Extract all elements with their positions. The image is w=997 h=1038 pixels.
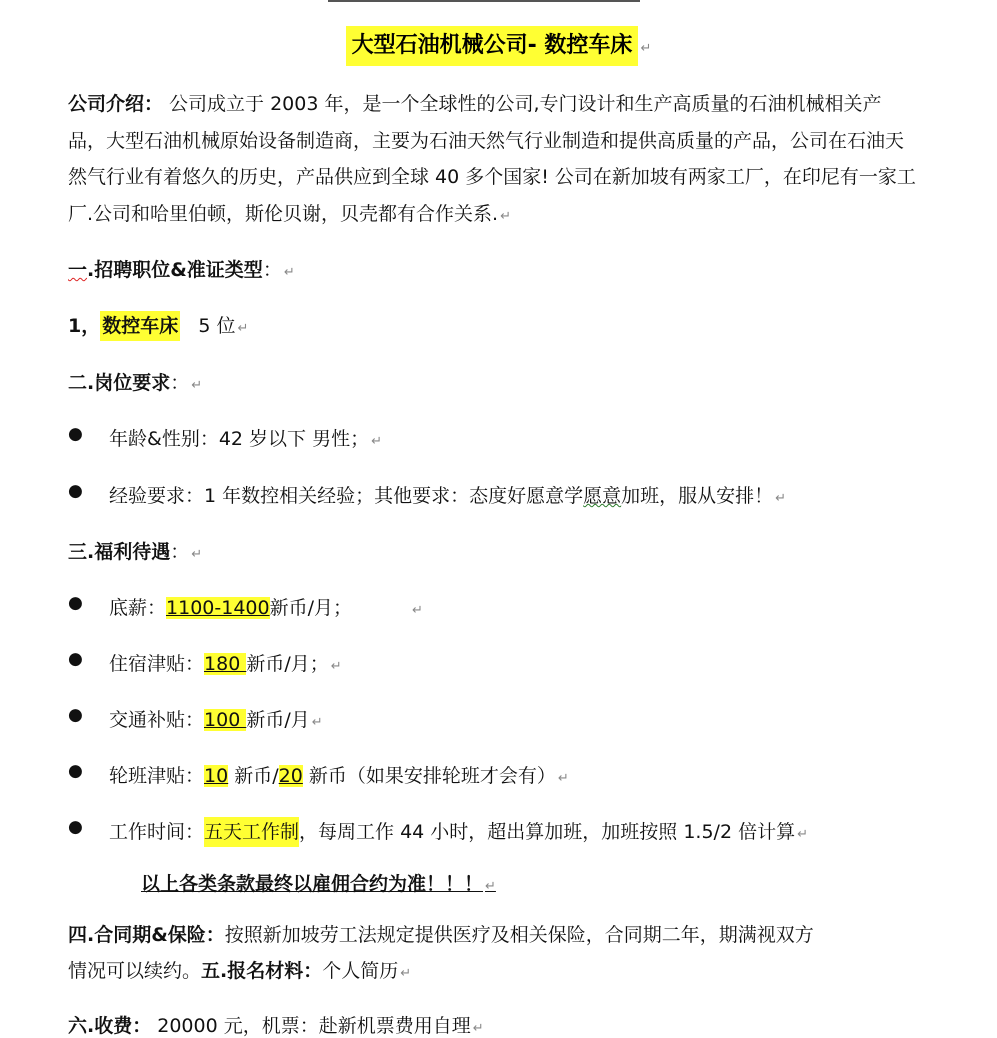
paragraph-mark-icon: ↵ [237, 321, 249, 336]
paragraph-mark-icon: ↵ [330, 659, 342, 674]
benefit-housing-value: 180 [204, 653, 247, 675]
section-4-title: 四.合同期&保险： [68, 924, 225, 946]
bullet-icon: ● [68, 424, 83, 444]
position-index: 1， [68, 315, 101, 337]
paragraph-mark-icon: ↵ [191, 378, 203, 393]
section-2-heading [68, 368, 202, 395]
bullet-icon: ● [68, 593, 83, 613]
benefit-transport-label: 交通补贴： [109, 709, 205, 731]
paragraph-mark-icon: ↵ [311, 715, 323, 730]
section-5-title: 五.报名材料： [201, 960, 323, 982]
benefit-housing-label: 住宿津贴： [109, 653, 205, 675]
section-1-number: 一 [68, 259, 88, 281]
requirement-experience-end: 加班，服从安排！ [621, 485, 774, 507]
bullet-icon: ● [68, 649, 83, 669]
benefit-worktime-rest: ，每周工作 44 小时，超出算加班，加班按照 1.5/2 倍计算 [299, 821, 796, 843]
section-4-text-cont: 情况可以续约。 [68, 960, 202, 982]
benefit-base-unit: 新币/月； [269, 597, 352, 619]
section-1-heading [68, 255, 295, 282]
section-6-title: 六.收费： [68, 1015, 152, 1037]
paragraph-mark-icon: ↵ [485, 879, 496, 894]
requirement-wavy-word: 愿意 [583, 485, 622, 507]
section-3-colon: ： [170, 541, 190, 563]
section-3-heading [68, 537, 202, 564]
paragraph-mark-icon: ↵ [472, 1021, 484, 1036]
position-line [68, 311, 248, 338]
section-4-text: 按照新加坡劳工法规定提供医疗及相关保险，合同期二年，期满视双方 [224, 924, 814, 946]
section-4-line-2 [68, 956, 411, 983]
intro-text: 公司成立于 2003 年，是一个全球性的公司,专门设计和生产高质量的石油机械相关产品，大型石油机械原始设备制造商，主要为石油天然气行业制造和提供高质量的产品，公司在石油天然气行业有着悠久的历史，产品供应到全球 40 多个国家! 公司在新加坡有两家工厂，在印尼有一家工厂.公司和哈里伯顿，斯伦贝谢，贝壳都有合作关系. [68, 93, 916, 225]
page-top-rule [328, 0, 640, 2]
section-4-line-1 [68, 920, 814, 947]
benefit-housing-unit: 新币/月； [246, 653, 329, 675]
bullet-icon: ● [68, 761, 83, 781]
position-name: 数控车床 [100, 311, 180, 341]
benefit-shift-label: 轮班津贴： [109, 765, 205, 787]
benefit-shift-unit: 新币（如果安排轮班才会有） [302, 765, 556, 787]
title-container [0, 26, 997, 66]
section-3-title: 三.福利待遇 [68, 541, 171, 563]
benefit-shift-value-1: 10 [204, 765, 229, 787]
benefit-worktime-value: 五天工作制 [204, 817, 299, 847]
paragraph-mark-icon: ↵ [400, 966, 412, 981]
benefit-base-value: 1100-1400 [166, 597, 270, 619]
benefit-transport-value: 100 [204, 709, 247, 731]
paragraph-mark-icon: ↵ [775, 491, 787, 506]
bullet-icon: ● [68, 481, 83, 501]
bullet-icon: ● [68, 705, 83, 725]
paragraph-mark-icon: ↵ [412, 603, 423, 618]
terms-note-text: 以上各类条款最终以雇佣合约为准！！！ [141, 873, 484, 895]
company-intro [68, 86, 918, 235]
section-5-text: 个人简历 [322, 960, 399, 982]
section-2-title: 二.岗位要求 [68, 372, 171, 394]
terms-note [141, 869, 496, 896]
requirement-age-gender: 年龄&性别：42 岁以下 男性； [109, 428, 370, 450]
document-title: 大型石油机械公司- 数控车床 [346, 26, 639, 66]
requirement-experience: 经验要求：1 年数控相关经验；其他要求：态度好愿意学 [109, 485, 584, 507]
section-1-colon: ： [262, 259, 282, 281]
paragraph-mark-icon: ↵ [283, 265, 295, 280]
paragraph-mark-icon: ↵ [557, 771, 569, 786]
paragraph-mark-icon: ↵ [191, 547, 203, 562]
paragraph-mark-icon: ↵ [500, 208, 511, 224]
benefit-transport-unit: 新币/月 [246, 709, 310, 731]
section-6-text: 20000 元，机票：赴新机票费用自理 [151, 1015, 471, 1037]
benefit-worktime-label: 工作时间： [109, 821, 205, 843]
bullet-icon: ● [68, 817, 83, 837]
paragraph-mark-icon: ↵ [371, 434, 382, 449]
paragraph-mark-icon: ↵ [797, 827, 808, 842]
benefit-base-label: 底薪： [109, 597, 167, 619]
section-2-colon: ： [170, 372, 190, 394]
position-count: 5 位 [192, 315, 236, 337]
section-1-title: .招聘职位&准证类型 [87, 259, 263, 281]
benefit-shift-mid: 新币/ [228, 765, 279, 787]
benefit-shift-value-2: 20 [278, 765, 303, 787]
paragraph-mark-icon: ↵ [640, 41, 652, 56]
intro-label: 公司介绍： [68, 93, 164, 115]
